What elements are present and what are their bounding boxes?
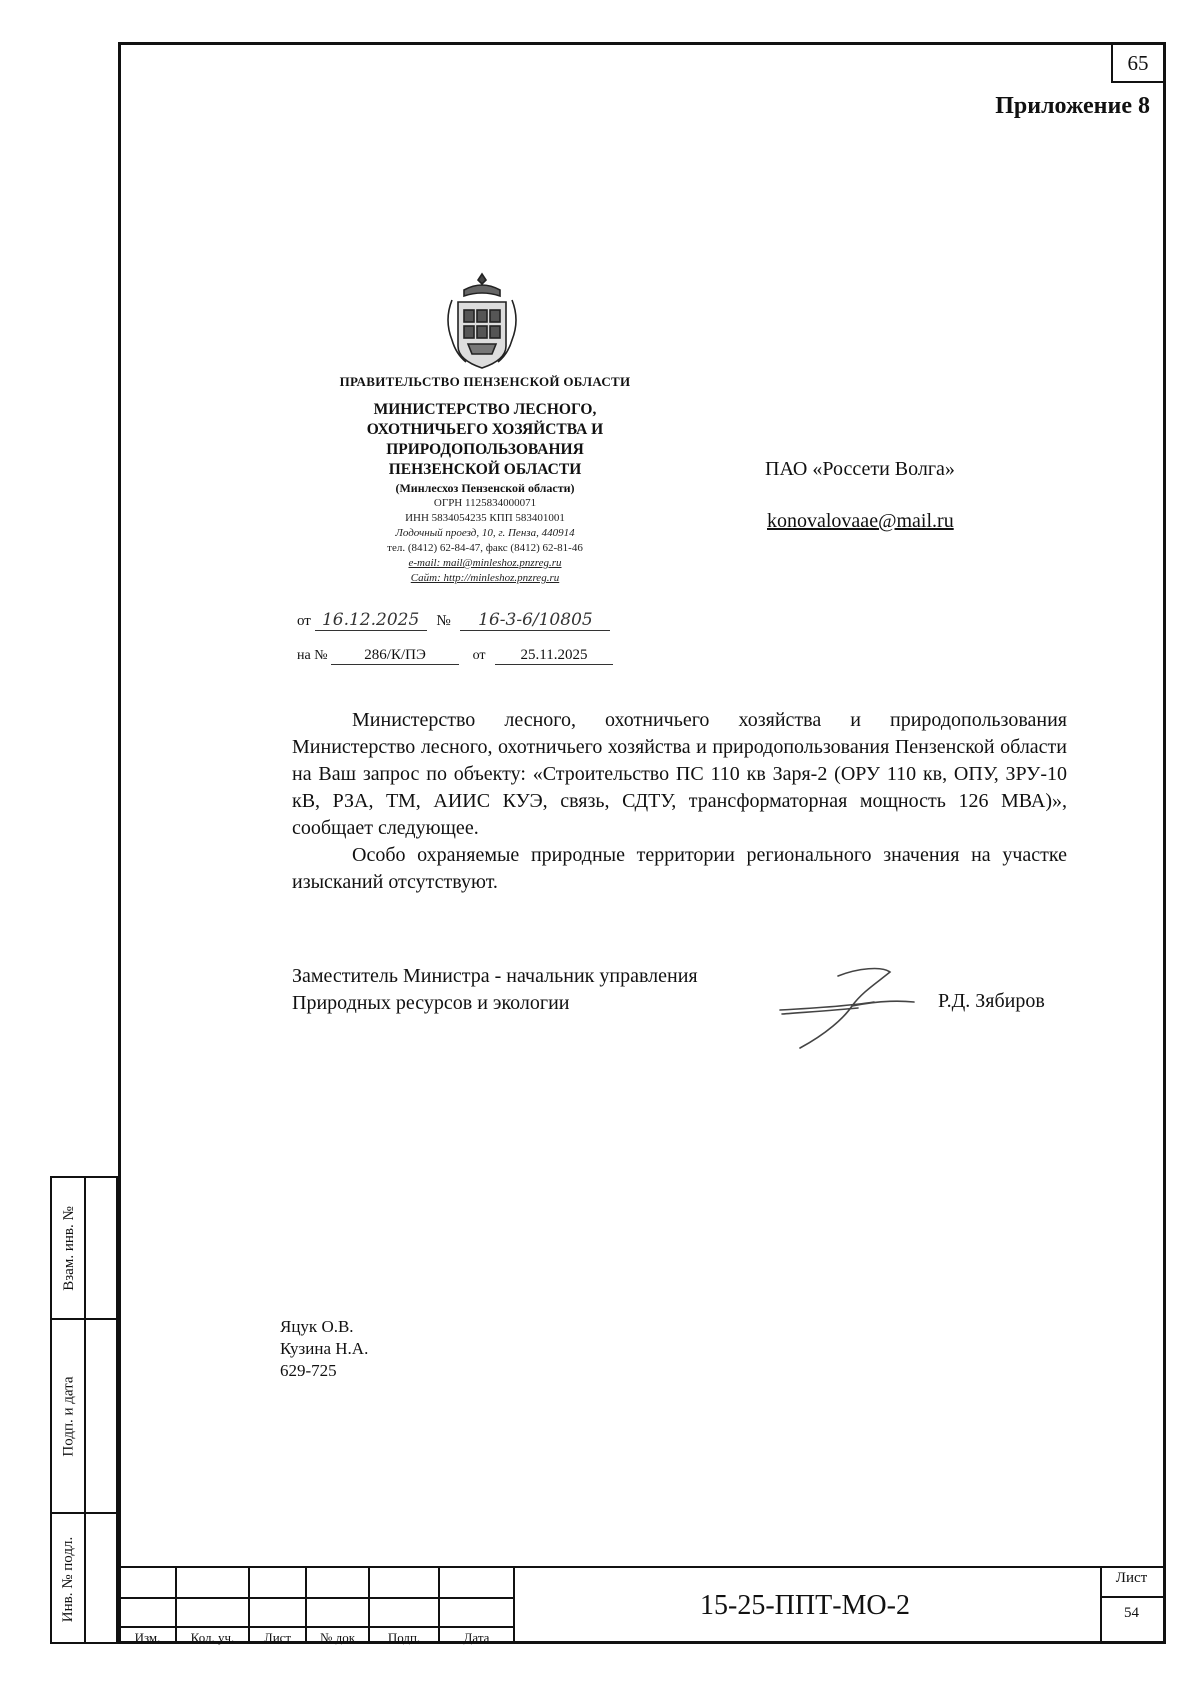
page-number: 65 (1111, 45, 1163, 83)
side-field-original-inv: Инв. № подл. (60, 1536, 77, 1622)
address: Лодочный проезд, 10, г. Пенза, 440914 (395, 527, 575, 539)
executors-block (280, 1316, 368, 1382)
phone-fax: тел. (8412) 62-84-47, факс (8412) 62-81-46 (387, 542, 583, 554)
letterhead-ministry (300, 400, 670, 496)
col-date: Дата (463, 1630, 490, 1645)
side-field-signature-date: Подп. и дата (60, 1375, 77, 1457)
ministry-email: e-mail: mail@minleshoz.pnzreg.ru (408, 557, 562, 569)
signatory-name: Р.Д. Зябиров (938, 990, 1045, 1012)
addressee-name: ПАО «Россети Волга» (765, 458, 955, 480)
reply-to-number: 286/К/ПЭ (331, 647, 459, 665)
col-change: Изм. (134, 1630, 161, 1645)
col-signature: Подп. (387, 1630, 421, 1645)
handwritten-signature (778, 962, 918, 1052)
sheet-number: 54 (1124, 1605, 1139, 1621)
coat-of-arms-emblem (438, 272, 526, 372)
sheet-label: Лист (1115, 1570, 1148, 1586)
col-sheet: Лист (263, 1630, 292, 1645)
ministry-short-name: (Минлесхоз Пензенской области) (395, 481, 575, 495)
reply-to-date: 25.11.2025 (495, 647, 613, 665)
letterhead-government: ПРАВИТЕЛЬСТВО ПЕНЗЕНСКОЙ ОБЛАСТИ (339, 374, 631, 389)
addressee-email: konovalovaae@mail.ru (767, 510, 954, 532)
reply-registration (297, 647, 613, 665)
position-line-1: Заместитель Министра - начальник управления (292, 965, 698, 987)
position-line-2: Природных ресурсов и экологии (292, 992, 570, 1014)
document-code: 15-25-ППТ-МО-2 (700, 1590, 910, 1621)
executor-2: Кузина Н.А. (280, 1339, 369, 1358)
reply-to-label: на № (297, 648, 328, 663)
ministry-line-1: МИНИСТЕРСТВО ЛЕСНОГО, (373, 401, 597, 418)
signatory-position (292, 963, 698, 1017)
ministry-line-4: ПЕНЗЕНСКОЙ ОБЛАСТИ (388, 461, 582, 478)
appendix-label: Приложение 8 (995, 93, 1150, 119)
outgoing-number: 16-3-6/10805 (460, 610, 610, 631)
body-paragraph-1: Министерство лесного, охотничьего хозяйства и природопользования Министерство лесного, охотничьего хозяйства и природопользования Пензенской области на Ваш запрос по объекту: «Строительство ПС 110 кв Заря-2 (ОРУ 110 кв, ОПУ, ЗРУ-10 кВ, РЗА, ТМ, АИИС КУЭ, связь, СДТУ, трансформаторная мощность 126 МВА)», сообщает следующее. (292, 709, 1067, 839)
number-label: № (436, 613, 451, 629)
ministry-site: Сайт: http://minleshoz.pnzreg.ru (410, 572, 560, 584)
side-stamp (50, 1176, 118, 1644)
from-label: от (297, 613, 311, 629)
letter-body (292, 707, 1067, 896)
executor-phone: 629-725 (280, 1361, 337, 1380)
col-qty: Кол. уч. (190, 1630, 235, 1645)
outgoing-date: 16.12.2025 (315, 610, 427, 631)
side-field-replacement-inv: Взам. инв. № (60, 1205, 77, 1291)
body-paragraph-2: Особо охраняемые природные территории регионального значения на участке изысканий отсутствуют. (292, 844, 1067, 893)
ministry-line-3: ПРИРОДОПОЛЬЗОВАНИЯ (386, 441, 584, 458)
ogrn: ОГРН 1125834000071 (433, 497, 537, 509)
executor-1: Яцук О.В. (280, 1317, 354, 1336)
reply-date-label: от (472, 648, 486, 663)
col-doc-no: № док (319, 1630, 356, 1645)
outgoing-registration (297, 610, 610, 631)
inn-kpp: ИНН 5834054235 КПП 583401001 (405, 512, 565, 524)
letterhead-requisites (300, 496, 670, 586)
ministry-line-2: ОХОТНИЧЬЕГО ХОЗЯЙСТВА И (366, 421, 604, 438)
